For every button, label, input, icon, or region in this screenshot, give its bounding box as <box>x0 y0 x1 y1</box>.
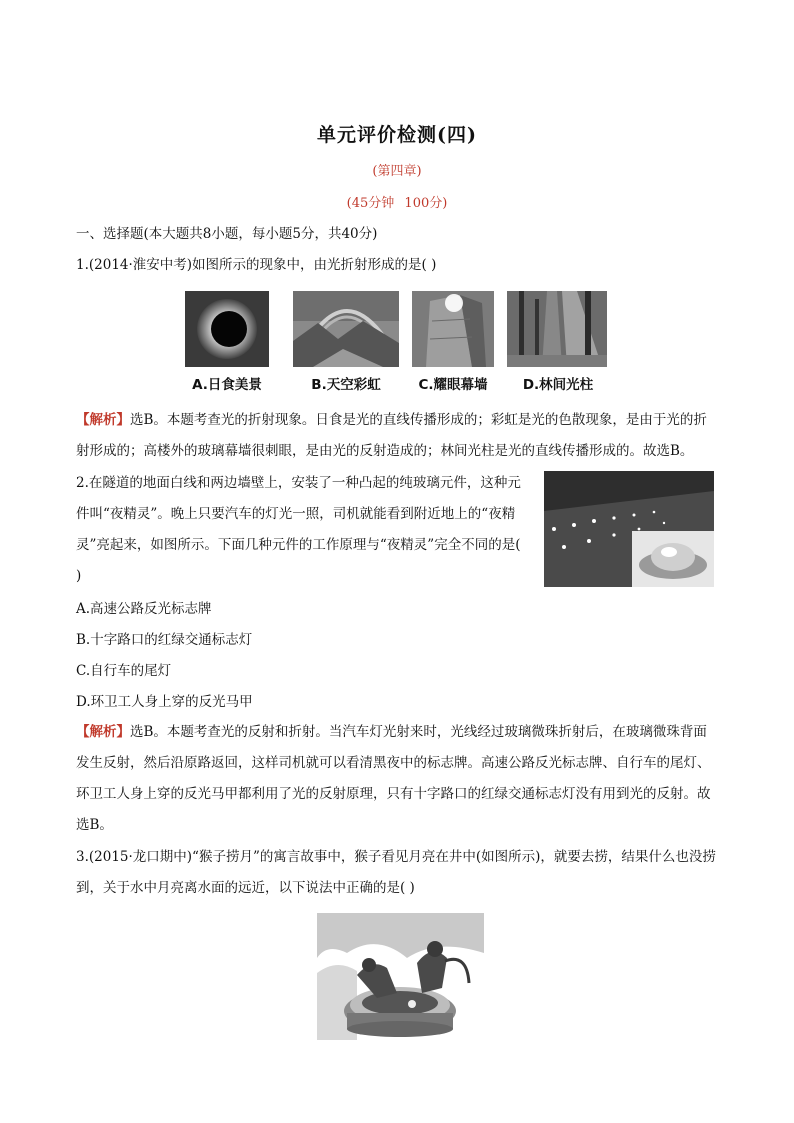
question-2-analysis <box>76 717 720 841</box>
option-c-caption: C.耀眼幕墙 <box>418 377 488 393</box>
question-1-stem: 1.(2014·淮安中考)如图所示的现象中，由光折射形成的是( ) <box>76 257 437 273</box>
glass-curtain-wall-photo <box>412 291 494 367</box>
monkeys-well-illustration <box>317 913 484 1040</box>
option-b: B.十字路口的红绿交通标志灯 <box>76 632 253 648</box>
rainbow-photo <box>293 291 399 367</box>
question-2-stem: 2.在隧道的地面白线和两边墙壁上，安装了一种凸起的纯玻璃元件，这种元件叫“夜精灵”。晚上只要汽车的灯光一照，司机就能看到附近地上的“夜精灵”亮起来，如图所示。下面几种元件的工作原理与“夜精灵”完全不同的是( ) <box>76 475 521 584</box>
option-c: C.自行车的尾灯 <box>76 663 172 679</box>
chapter-label: (第四章) <box>372 164 422 179</box>
option-b-caption: B.天空彩虹 <box>311 377 381 393</box>
analysis-tag: 【解析】 <box>76 412 130 428</box>
question-1-analysis <box>76 405 720 467</box>
time-score-label: (45分钟 100分) <box>346 196 448 211</box>
solar-eclipse-photo <box>185 291 269 367</box>
forest-light-beams-photo <box>507 291 607 367</box>
page-title: 单元评价检测(四) <box>317 124 477 146</box>
analysis-text: 选B。本题考查光的折射现象。日食是光的直线传播形成的；彩虹是光的色散现象，是由于光的折射形成的；高楼外的玻璃幕墙很刺眼，是由光的反射造成的；林间光柱是光的直线传播形成的。故选B。 <box>76 412 707 459</box>
option-d: D.环卫工人身上穿的反光马甲 <box>76 694 253 710</box>
analysis-tag: 【解析】 <box>76 724 130 740</box>
question-3-stem: 3.(2015·龙口期中)“猴子捞月”的寓言故事中，猴子看见月亮在井中(如图所示)，就要去捞，结果什么也没捞到，关于水中月亮离水面的远近，以下说法中正确的是( ) <box>76 849 716 896</box>
analysis-text: 选B。本题考查光的反射和折射。当汽车灯光射来时，光线经过玻璃微珠折射后，在玻璃微珠背面发生反射，然后沿原路返回，这样司机就可以看清黑夜中的标志牌。高速公路反光标志牌、自行车的尾灯、环卫工人身上穿的反光马甲都利用了光的反射原理，只有十字路口的红绿交通标志灯没有用到光的反射。故选B。 <box>76 724 711 833</box>
night-reflector-photo <box>544 471 714 587</box>
option-a: A.高速公路反光标志牌 <box>76 601 212 617</box>
section-heading: 一、选择题(本大题共8小题，每小题5分，共40分) <box>76 226 378 242</box>
option-a-caption: A.日食美景 <box>192 377 262 393</box>
option-d-caption: D.林间光柱 <box>522 377 594 393</box>
